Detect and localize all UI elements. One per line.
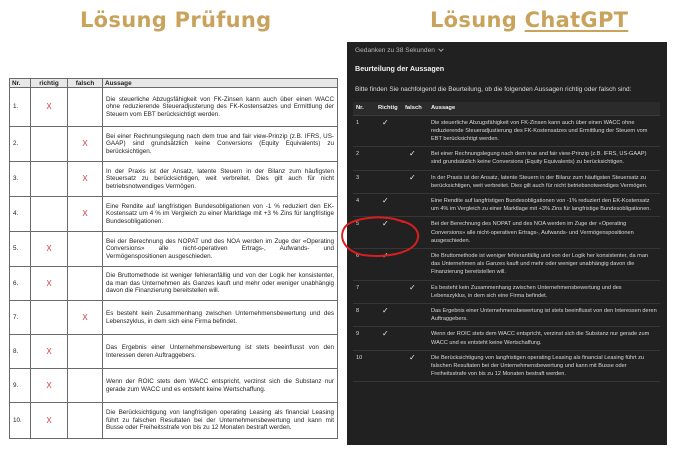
response-title: Beurteilung der Aussagen xyxy=(355,64,445,73)
richtig-mark xyxy=(31,197,68,232)
heading-chatgpt-solution xyxy=(430,8,628,32)
richtig-mark xyxy=(375,280,402,303)
richtig-mark: ✓ xyxy=(375,217,402,249)
row-number: 7 xyxy=(353,280,375,303)
richtig-mark: ✓ xyxy=(375,303,402,326)
statement-text: Die Berücksichtigung von langfristigen operating Leasing als financial Leasing führt zu falschen Resultaten bei der Unternehmensbewertung und kann mit Busse oder Freiheitsstrafe von bis zu 12 Monaten bestraft werden. xyxy=(428,350,660,382)
table-row xyxy=(353,170,660,193)
richtig-mark: X xyxy=(31,88,68,127)
row-number: 10. xyxy=(10,403,31,439)
table-row xyxy=(10,335,338,369)
row-number: 3 xyxy=(353,170,375,193)
statement-text: Die Bruttomethode ist weniger fehleranfällig und von der Logik her konsistenter, da man das Unternehmen als Ganzes kauft und mehr oder weniger unabhängig davon die Finanzierung bereitstellen will. xyxy=(103,267,338,301)
row-number: 6 xyxy=(353,248,375,280)
richtig-mark: X xyxy=(31,267,68,301)
col-aussage: Aussage xyxy=(428,102,660,115)
statement-text: Bei der Berechnung des NOPAT und des NOA werden im Zuge der «Operating Conversions» alle nicht-operativen Ertrags-, Aufwands- und Vermögenspositionen ausgeschieden. xyxy=(428,217,660,249)
falsch-mark xyxy=(402,303,428,326)
falsch-mark: ✓ xyxy=(402,280,428,303)
falsch-mark: ✓ xyxy=(402,170,428,193)
table-row xyxy=(353,115,660,147)
table-row xyxy=(353,327,660,350)
row-number: 9. xyxy=(10,369,31,403)
richtig-mark xyxy=(31,127,68,162)
statement-text: Wenn der ROIC stets dem WACC entspricht, verzinst sich die Substanz nur gerade zum WACC und es entsteht keine Wertschaffung. xyxy=(428,327,660,350)
table-row xyxy=(10,301,338,335)
richtig-mark: X xyxy=(31,232,68,267)
col-aussage: Aussage xyxy=(103,79,338,88)
thinking-toggle[interactable] xyxy=(355,46,445,54)
falsch-mark xyxy=(68,335,103,369)
table-row xyxy=(10,127,338,162)
chevron-down-icon xyxy=(437,46,445,54)
falsch-mark xyxy=(68,369,103,403)
table-row xyxy=(353,193,660,216)
richtig-mark: ✓ xyxy=(375,193,402,216)
row-number: 4 xyxy=(353,193,375,216)
falsch-mark xyxy=(402,327,428,350)
statement-text: Eine Rendite auf langfristigen Bundesobligationen von -1% reduziert den EK-Kostensatz um 4% im Vergleich zu einer Marktlage mit +3% Zins für langfristige Bundesobligationen. xyxy=(428,193,660,216)
response-intro: Bitte finden Sie nachfolgend die Beurteilung, ob die folgenden Aussagen richtig oder falsch sind: xyxy=(355,86,632,93)
exam-table-header xyxy=(10,79,338,88)
row-number: 8 xyxy=(353,303,375,326)
falsch-mark: X xyxy=(68,197,103,232)
table-row xyxy=(10,403,338,439)
table-row xyxy=(10,162,338,197)
richtig-mark xyxy=(375,350,402,382)
falsch-mark: ✓ xyxy=(402,350,428,382)
table-row xyxy=(353,350,660,382)
statement-text: Bei der Berechnung des NOPAT und des NOA werden im Zuge der «Operating Conversions» alle nicht-operativen Ertrags-, Aufwands- und Vermögenspositionen ausgeschieden. xyxy=(103,232,338,267)
falsch-mark: X xyxy=(68,162,103,197)
statement-text: Eine Rendite auf langfristigen Bundesobligationen von -1 % reduziert den EK-Kostensatz um 4 % im Vergleich zu einer Marktlage mit +3 % Zins für langfristige Bundesobligationen. xyxy=(103,197,338,232)
statement-text: Die Bruttomethode ist weniger fehleranfällig und von der Logik her konsistenter, da man das Unternehmen als Ganzes kauft und mehr oder weniger unabhängig davon die Finanzierung bereitstellen will. xyxy=(428,248,660,280)
row-number: 2. xyxy=(10,127,31,162)
statement-text: Wenn der ROIC stets dem WACC entspricht, verzinst sich die Substanz nur gerade zum WACC und es entsteht keine Wertschaffung. xyxy=(103,369,338,403)
col-richtig: richtig xyxy=(31,79,68,88)
row-number: 7. xyxy=(10,301,31,335)
falsch-mark: X xyxy=(68,301,103,335)
richtig-mark: ✓ xyxy=(375,327,402,350)
row-number: 1. xyxy=(10,88,31,127)
thinking-label: Gedanken zu 38 Sekunden xyxy=(355,46,435,54)
falsch-mark xyxy=(68,88,103,127)
falsch-mark xyxy=(402,115,428,147)
table-row xyxy=(10,197,338,232)
richtig-mark xyxy=(31,162,68,197)
statement-text: Es besteht kein Zusammenhang zwischen Unternehmensbewertung und des Lebenszyklus, in dem sich eine Firma befindet. xyxy=(103,301,338,335)
heading-exam-solution: Lösung Prüfung xyxy=(80,8,272,32)
table-row xyxy=(10,232,338,267)
table-row xyxy=(353,303,660,326)
col-falsch: falsch xyxy=(402,102,428,115)
table-row xyxy=(10,267,338,301)
table-row xyxy=(10,369,338,403)
row-number: 1 xyxy=(353,115,375,147)
heading-prefix: Lösung xyxy=(430,8,525,32)
row-number: 3. xyxy=(10,162,31,197)
row-number: 9 xyxy=(353,327,375,350)
falsch-mark xyxy=(68,403,103,439)
richtig-mark xyxy=(31,301,68,335)
row-number: 4. xyxy=(10,197,31,232)
falsch-mark xyxy=(68,232,103,267)
exam-table-body xyxy=(10,88,338,439)
statement-text: Das Ergebnis einer Unternehmensbewertung ist stets beeinflusst von den Interessen deren Auftraggebers. xyxy=(103,335,338,369)
col-nr: Nr. xyxy=(10,79,31,88)
chatgpt-table-header xyxy=(353,102,660,115)
statement-text: Die Berücksichtigung von langfristigen operating Leasing als financial Leasing führt zu falschen Resultaten bei der Unternehmensbewertung und kann mit Busse oder Freiheitsstrafe von bis zu 12 Monaten bestraft werden. xyxy=(103,403,338,439)
col-richtig: Richtig xyxy=(375,102,402,115)
table-row xyxy=(10,88,338,127)
richtig-mark: X xyxy=(31,369,68,403)
statement-text: Das Ergebnis einer Unternehmensbewertung ist stets beeinflusst von den Interessen deren Auftraggebers. xyxy=(428,303,660,326)
richtig-mark: ✓ xyxy=(375,115,402,147)
col-nr: Nr. xyxy=(353,102,375,115)
richtig-mark xyxy=(375,147,402,170)
row-number: 10 xyxy=(353,350,375,382)
statement-text: Die steuerliche Abzugsfähigkeit von FK-Zinsen kann auch über einen WACC ohne reduzierende Steueradjustierung des FK-Kostensatzes und Ermittlung der Steuern vom EBT berücksichtigt werden. xyxy=(428,115,660,147)
falsch-mark xyxy=(402,193,428,216)
statement-text: In der Praxis ist der Ansatz, latente Steuern in der Bilanz zum häufigsten Steuersatz zu berücksichtigen, weit verbreitet. Dies gilt auch für nicht betriebsnotwendiges Vermögen. xyxy=(428,170,660,193)
heading-brand: ChatGPT xyxy=(524,8,629,32)
table-row xyxy=(353,147,660,170)
col-falsch: falsch xyxy=(68,79,103,88)
statement-text: Bei einer Rechnungslegung nach dem true and fair view-Prinzip (z.B. IFRS, US-GAAP) sind grundsätzlich keine Conversions (Equity Equivalents) zu berücksichtigen. xyxy=(103,127,338,162)
richtig-mark xyxy=(375,170,402,193)
statement-text: In der Praxis ist der Ansatz, latente Steuern in der Bilanz zum häufigsten Steuersatz zu berücksichtigen, weit verbreitet. Dies gilt auch für nicht betriebsnotwendiges Vermögen. xyxy=(103,162,338,197)
table-row xyxy=(353,280,660,303)
row-number: 6. xyxy=(10,267,31,301)
falsch-mark: X xyxy=(68,127,103,162)
statement-text: Bei einer Rechnungslegung nach dem true and fair view-Prinzip (z.B. IFRS, US-GAAP) sind grundsätzlich keine Conversions (Equity Equivalents) zu berücksichtigen. xyxy=(428,147,660,170)
falsch-mark xyxy=(68,267,103,301)
statement-text: Es besteht kein Zusammenhang zwischen Unternehmensbewertung und des Lebenszyklus, in dem sich eine Firma befindet. xyxy=(428,280,660,303)
exam-solution-table xyxy=(9,78,338,439)
row-number: 2 xyxy=(353,147,375,170)
richtig-mark: X xyxy=(31,335,68,369)
row-number: 8. xyxy=(10,335,31,369)
falsch-mark: ✓ xyxy=(402,147,428,170)
red-circle-annotation xyxy=(339,216,421,258)
statement-text: Die steuerliche Abzugsfähigkeit von FK-Zinsen kann auch über einen WACC ohne reduzierende Steueradjusterung des FK-Kostensatzes und Ermittlung der Steuern vom EBT berücksichtigt werden. xyxy=(103,88,338,127)
richtig-mark: X xyxy=(31,403,68,439)
row-number: 5. xyxy=(10,232,31,267)
richtig-mark: ✓ xyxy=(375,248,402,280)
row-number: 5 xyxy=(353,217,375,249)
